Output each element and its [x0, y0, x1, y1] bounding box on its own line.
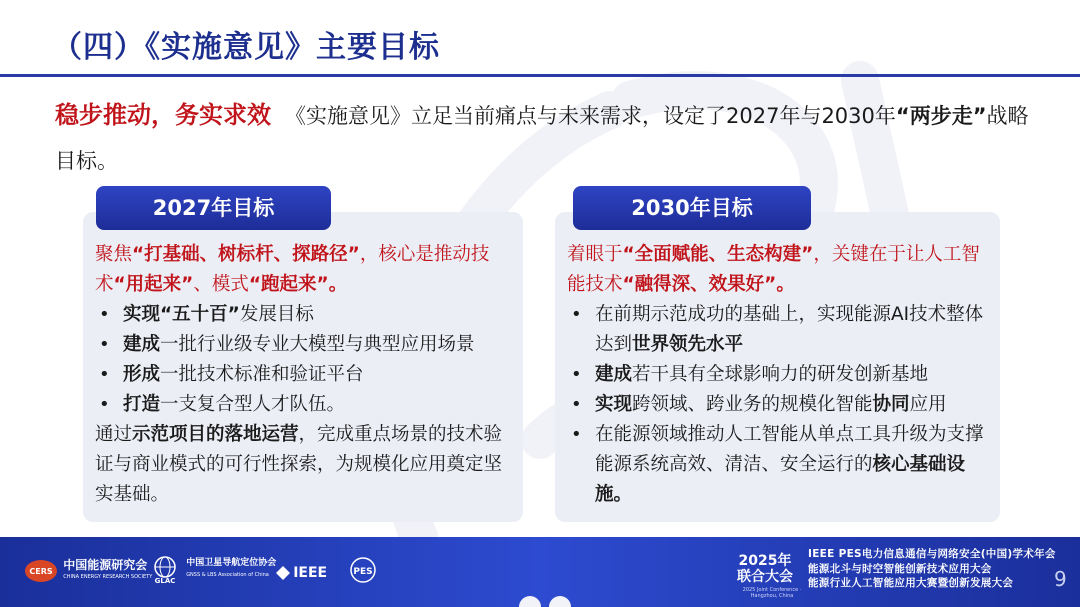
bullet-list-2027 [95, 300, 513, 420]
bullet-text: 在能源领域推动人工智能从单点工具升级为支撑能源系统高效、清洁、安全运行的 [595, 424, 984, 475]
globe-icon [150, 554, 180, 584]
lead-text: ，关键在于让人工智能技术 [567, 244, 980, 295]
list-item [95, 300, 513, 330]
bullet-bold: 形成 [123, 364, 161, 385]
card-lead-2027 [95, 240, 513, 300]
lead-bold: “跑起来” [248, 274, 329, 295]
intro-text-end: 战略目标。 [55, 104, 1029, 173]
bullet-bold: 协同 [872, 394, 910, 415]
bullet-text: 若干具有全球影响力的研发创新基地 [632, 364, 929, 385]
bullet-text: 一批技术标准和验证平台 [160, 364, 364, 385]
list-item [567, 390, 990, 420]
svg-text:GLAC: GLAC [154, 577, 176, 584]
lead-bold: 。 [776, 274, 795, 295]
bullet-text: 一批行业级专业大模型与典型应用场景 [160, 334, 475, 355]
logo-ieee [276, 566, 327, 580]
lead-text: ，核心是推动技术 [95, 244, 490, 295]
list-item [567, 360, 990, 390]
lead-text: 聚焦 [95, 244, 133, 265]
list-item [95, 390, 513, 420]
intro-text: 《实施意见》立足当前痛点与未来需求，设定了2027年与2030年 [285, 104, 896, 128]
nav-dots [510, 594, 580, 607]
logo-cers [24, 559, 152, 583]
goal-card-2027 [83, 196, 523, 522]
pes-icon [345, 556, 381, 586]
intro-lead: 稳步推动，务实求效 [55, 101, 271, 129]
svg-text:PES: PES [353, 567, 373, 577]
bullet-text: 跨领域、跨业务的规模化智能 [632, 394, 873, 415]
card-body-2027 [95, 240, 513, 510]
conference-subtitle: 2025 Joint Conference · Hangzhou, China [742, 587, 802, 599]
intro-paragraph [55, 93, 1045, 184]
lead-bold: “打基础、树标杆、探路径” [132, 244, 360, 265]
conference-line: IEEE PES电力信息通信与网络安全(中国)学术年会 [808, 548, 1056, 560]
card-lead-2030 [567, 240, 990, 300]
intro-bold: 两步走 [909, 104, 973, 128]
logo-glac [150, 554, 276, 584]
title-underline [0, 74, 1080, 77]
logo-cers-text: 中国能源研究会 [63, 558, 148, 572]
logo-ieee-text: IEEE [293, 565, 328, 581]
card-tab-2027: 2027年目标 [96, 186, 331, 230]
logo-glac-sub: GNSS & LBS Association of China [186, 572, 269, 578]
bullet-text: 应用 [909, 394, 947, 415]
bullet-bold: 打造 [123, 394, 161, 415]
card-tail-2027 [95, 420, 513, 510]
lead-bold: “全面赋能、生态构建” [622, 244, 814, 265]
list-item [95, 330, 513, 360]
conference-year: 2025年 [738, 553, 792, 569]
card-tab-2030: 2030年目标 [573, 186, 811, 230]
card-body-2030 [567, 240, 990, 510]
bullet-bold: 。 [613, 484, 633, 505]
cers-badge-icon [24, 559, 58, 583]
bullet-bold: 实现 [595, 394, 633, 415]
goal-card-2030 [555, 196, 1000, 522]
list-item [95, 360, 513, 390]
logo-cers-sub: CHINA ENERGY RESEARCH SOCIETY [63, 574, 153, 580]
lead-text: 着眼于 [567, 244, 623, 265]
bullet-bold: 实现 [123, 304, 161, 325]
tail-bold: 示范项目的落地运营 [132, 424, 299, 445]
bullet-text: 发展目标 [239, 304, 314, 325]
conference-line: 能源行业人工智能应用大赛暨创新发展大会 [808, 577, 1014, 589]
logo-glac-text: 中国卫星导航定位协会 [186, 558, 277, 568]
logo-pes [345, 556, 381, 586]
bullet-bold: “五十百” [160, 304, 240, 325]
nav-dot[interactable] [519, 596, 541, 607]
lead-bold: “融得深、效果好” [622, 274, 777, 295]
bullet-list-2030 [567, 300, 990, 510]
bullet-text: 在前期示范成功的基础上，实现能源AI技术整体达到 [595, 304, 984, 355]
bullet-bold: 核心基础设施 [595, 454, 966, 505]
lead-bold: 。 [328, 274, 348, 295]
list-item [567, 420, 990, 510]
tail-text: ，完成重点场景的技术验证与商业模式的可行性探索，为规模化应用奠定坚实基础。 [95, 424, 503, 505]
bullet-bold: 建成 [595, 364, 633, 385]
bullet-text: 一支复合型人才队伍。 [160, 394, 346, 415]
svg-text:CERS: CERS [29, 567, 53, 576]
lead-bold: “用起来” [113, 274, 194, 295]
title-bar [0, 0, 1080, 80]
conference-names [808, 547, 1056, 591]
bullet-bold: 世界领先水平 [632, 334, 744, 355]
nav-dot[interactable] [549, 596, 571, 607]
conference-name: 联合大会 [737, 569, 793, 585]
page-number: 9 [1054, 567, 1067, 591]
ieee-diamond-icon [276, 566, 290, 580]
intro-quote-open: “ [895, 104, 910, 128]
tail-text: 通过 [95, 424, 133, 445]
lead-text: 、模式 [193, 274, 249, 295]
slide-title: （四）《实施意见》主要目标 [52, 30, 440, 65]
bullet-bold: 建成 [123, 334, 161, 355]
conference-badge [737, 553, 793, 585]
list-item [567, 300, 990, 360]
conference-line: 能源北斗与时空智能创新技术应用大会 [808, 562, 992, 575]
intro-quote-close: ” [972, 104, 987, 128]
